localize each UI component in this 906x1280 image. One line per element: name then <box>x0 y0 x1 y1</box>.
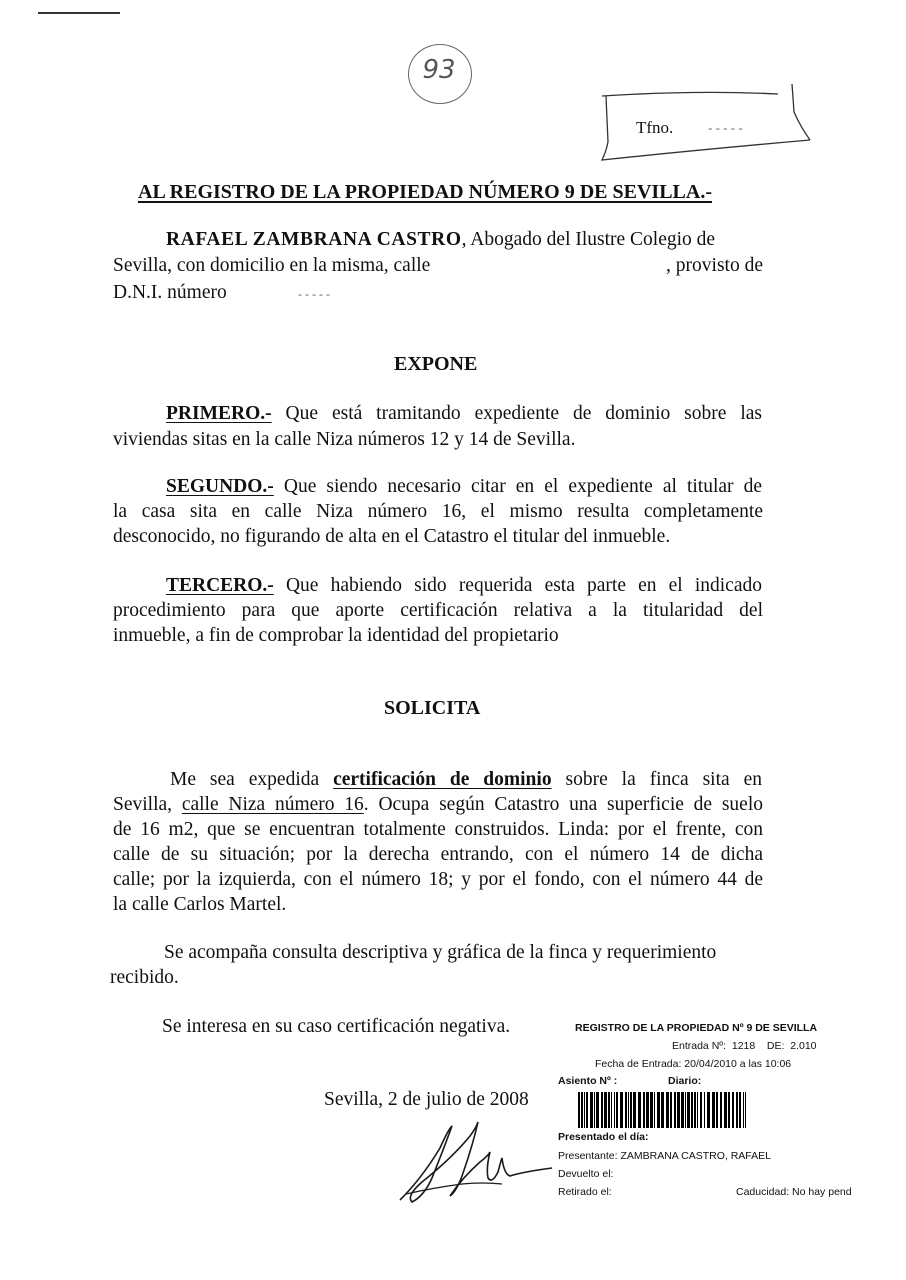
barcode-bar <box>620 1092 623 1128</box>
barcode-bar <box>681 1092 684 1128</box>
barcode-bar <box>643 1092 645 1128</box>
stamp-presentante: Presentante: ZAMBRANA CASTRO, RAFAEL <box>558 1150 771 1162</box>
expone-title: EXPONE <box>394 353 478 375</box>
intro-line-2-start: Sevilla, con domicilio en la misma, calle <box>113 255 431 276</box>
barcode-bar <box>578 1092 580 1128</box>
barcode-bar <box>630 1092 632 1128</box>
barcode-bar <box>697 1092 698 1128</box>
date-place: Sevilla, 2 de julio de 2008 <box>324 1089 529 1110</box>
barcode-bar <box>704 1092 705 1128</box>
barcode-bar <box>654 1092 655 1128</box>
phone-label: Tfno. <box>636 118 674 137</box>
segundo-line-2: la casa sita en calle Niza número 16, el mismo resulta completamente <box>113 501 763 522</box>
barcode-bar <box>596 1092 599 1128</box>
stamp-diario: Diario: <box>668 1075 702 1087</box>
barcode-bar <box>616 1092 618 1128</box>
intro-line-2 <box>113 254 763 278</box>
barcode <box>578 1092 748 1128</box>
barcode-bar <box>625 1092 627 1128</box>
barcode-bar <box>674 1092 676 1128</box>
lawyer-name: RAFAEL ZAMBRANA CASTRO <box>166 229 462 250</box>
primero-line-2: viviendas sitas en la calle Niza números 12 y 14 de Sevilla. <box>113 429 576 450</box>
calle-niza-16: calle Niza número 16 <box>181 794 364 815</box>
tercero-line-1: TERCERO.- Que habiendo sido requerida esta parte en el indicado <box>166 575 762 596</box>
stamp-retirado: Retirado el: <box>558 1186 612 1198</box>
segundo-line-1: SEGUNDO.- Que siendo necesario citar en el expediente al titular de <box>166 476 763 497</box>
acompana-line-2: recibido. <box>110 967 179 988</box>
tercero-line-2: procedimiento para que aporte certificación relativa a la titularidad del <box>113 600 763 621</box>
acompana-line-1: Se acompaña consulta descriptiva y gráfica de la finca y requerimiento <box>164 942 717 963</box>
solicita-line-6: la calle Carlos Martel. <box>113 894 287 915</box>
negativa-line: Se interesa en su caso certificación negativa. <box>162 1016 511 1037</box>
barcode-bar <box>745 1092 746 1128</box>
intro-line-1 <box>166 228 762 252</box>
tercero-line-3: inmueble, a fin de comprobar la identidad del propietario <box>113 625 559 646</box>
barcode-bar <box>687 1092 690 1128</box>
barcode-bar <box>677 1092 680 1128</box>
barcode-bar <box>586 1092 588 1128</box>
stamp-title: REGISTRO DE LA PROPIEDAD Nº 9 DE SEVILLA <box>575 1022 818 1034</box>
intro-line-2-end: , provisto de <box>666 255 763 276</box>
dni-redacted: - - - - - <box>298 287 330 301</box>
barcode-bar <box>628 1092 629 1128</box>
barcode-bar <box>724 1092 727 1128</box>
barcode-bar <box>581 1092 583 1128</box>
barcode-bar <box>590 1092 593 1128</box>
barcode-bar <box>732 1092 734 1128</box>
barcode-bar <box>646 1092 649 1128</box>
barcode-bar <box>694 1092 696 1128</box>
tercero-label: TERCERO.- <box>166 575 274 596</box>
primero-line-1: PRIMERO.- Que está tramitando expediente de dominio sobre las <box>166 403 762 424</box>
stamp-entrada: Entrada Nº: 1218 DE: 2.010 <box>672 1040 817 1052</box>
segundo-line-3: desconocido, no figurando de alta en el Catastro el titular del inmueble. <box>113 526 671 547</box>
barcode-bar <box>700 1092 702 1128</box>
page-number: 93 <box>422 55 456 85</box>
phone-value-redacted: - - - - - <box>708 120 743 135</box>
solicita-line-3: de 16 m2, que se encuentran totalmente construidos. Linda: por el frente, con <box>113 819 763 840</box>
barcode-bar <box>650 1092 653 1128</box>
barcode-bar <box>608 1092 610 1128</box>
primero-label: PRIMERO.- <box>166 403 272 424</box>
barcode-bar <box>743 1092 744 1128</box>
barcode-bar <box>707 1092 710 1128</box>
barcode-bar <box>604 1092 607 1128</box>
stamp-devuelto: Devuelto el: <box>558 1168 614 1180</box>
scan-mark <box>38 12 120 14</box>
stamp-fecha: Fecha de Entrada: 20/04/2010 a las 10:06 <box>595 1058 792 1070</box>
solicita-line-4: calle de su situación; por la derecha entrando, con el número 14 de dicha <box>113 844 763 865</box>
barcode-bar <box>685 1092 686 1128</box>
barcode-bar <box>584 1092 585 1128</box>
phone-box-frame <box>596 82 816 168</box>
barcode-bar <box>594 1092 595 1128</box>
solicita-line-5: calle; por la izquierda, con el número 18; y por el fondo, con el número 44 de <box>113 869 763 890</box>
stamp-presentado: Presentado el día: <box>558 1131 649 1143</box>
barcode-bar <box>661 1092 664 1128</box>
barcode-bar <box>691 1092 693 1128</box>
solicita-line-1: Me sea expedida certificación de dominio sobre la finca sita en <box>170 769 763 790</box>
solicita-title: SOLICITA <box>384 697 481 719</box>
barcode-bar <box>670 1092 672 1128</box>
barcode-bar <box>614 1092 615 1128</box>
barcode-bar <box>666 1092 669 1128</box>
stamp-asiento: Asiento Nº : <box>558 1075 618 1087</box>
barcode-bar <box>601 1092 603 1128</box>
segundo-label: SEGUNDO.- <box>166 476 274 497</box>
certificacion-dominio: certificación de dominio <box>333 769 552 790</box>
intro-line-1-rest: , Abogado del Ilustre Colegio de <box>461 229 716 250</box>
barcode-bar <box>638 1092 641 1128</box>
barcode-bar <box>728 1092 730 1128</box>
stamp-caducidad: Caducidad: No hay pend <box>736 1186 852 1198</box>
barcode-bar <box>716 1092 718 1128</box>
signature <box>392 1118 557 1208</box>
barcode-bar <box>712 1092 715 1128</box>
barcode-bar <box>657 1092 660 1128</box>
barcode-bar <box>739 1092 741 1128</box>
document-heading: AL REGISTRO DE LA PROPIEDAD NÚMERO 9 DE SEVILLA.- <box>138 181 712 203</box>
barcode-bar <box>633 1092 636 1128</box>
barcode-bar <box>720 1092 722 1128</box>
solicita-line-2: Sevilla, calle Niza número 16. Ocupa según Catastro una superficie de suelo <box>113 794 763 815</box>
barcode-bar <box>736 1092 738 1128</box>
intro-line-3: D.N.I. número <box>113 282 227 303</box>
barcode-bar <box>611 1092 612 1128</box>
